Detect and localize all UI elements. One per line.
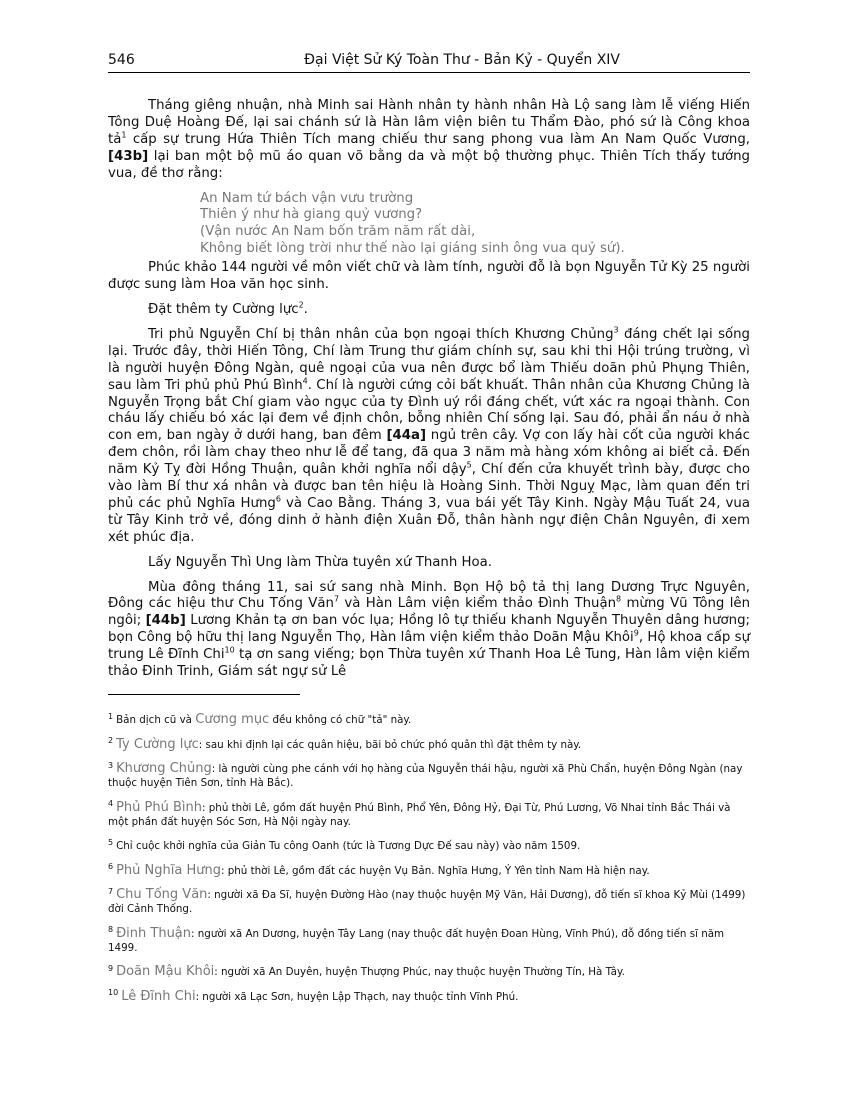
- footnote-text: Chỉ cuộc khởi nghĩa của Giản Tu công Oanh (tức là Tương Dực Đế sau này) vào năm 1509.: [116, 840, 581, 852]
- running-title: Đại Việt Sử Ký Toàn Thư - Bản Kỷ - Quyển XIV: [304, 52, 620, 68]
- footnote-term: Doãn Mậu Khôi: [116, 964, 215, 979]
- footnote-ref-5[interactable]: 5: [466, 460, 472, 470]
- paragraph-3: [108, 302, 750, 319]
- footnote-number: 3: [108, 760, 114, 770]
- footnote-text: : người xã Đa Sĩ, huyện Đường Hào (nay thuộc huyện Mỹ Văn, Hải Dương), đỗ tiến sĩ khoa Kỷ Mùi (1499) đời Cảnh Thống.: [108, 889, 746, 915]
- footnote-text: : người xã An Duyên, huyện Thượng Phúc, nay thuộc huyện Thường Tín, Hà Tây.: [214, 966, 625, 978]
- folio-marker: [44b]: [145, 613, 186, 629]
- footnote-ref-3[interactable]: 3: [613, 325, 619, 335]
- text-run: mừng Vũ Tông lên ngôi;: [108, 596, 751, 629]
- text-run: đáng chết lại sống lại. Trước đây, thời Hiến Tông, Chí làm Trung thư giám chính sự, sau khi thi Hội trúng trường, vì là người huyện Đông Ngàn, quê ngoại của vua nên được bổ làm Thiếu doãn phủ Phụng Thiên, sau làm Tri phủ phủ Phú Bình: [108, 326, 751, 393]
- text-run: . Chí là người cứng cỏi bất khuất. Thân nhân của Khương Chủng là Nguyễn Trọng bắt Chí giam vào ngục của ty Đình uý rồi đáng chết, vứt xác ra ngoại thành. Con cháu lấy chiếu bó xác lại đem về định chôn, bỗng nhiên Chí sống lại. Sau đó, phải ẩn náu ở nhà con em, ban ngày ở dưới hang, ban đêm: [108, 377, 751, 444]
- page-number: 546: [108, 52, 135, 68]
- footnote-2: [108, 738, 750, 752]
- footnote-separator: [108, 694, 300, 695]
- poem-line-2: Thiên ý như hà giang quỷ vương?: [200, 207, 423, 223]
- footnote-term: Lê Đĩnh Chi: [121, 988, 196, 1004]
- paragraph-4: [108, 327, 750, 547]
- footnote-number: 4: [108, 799, 114, 809]
- footnote-ref-8[interactable]: 8: [616, 595, 622, 605]
- footnote-ref-6[interactable]: 6: [275, 494, 281, 504]
- footnote-text: : phủ thời Lê, gồm đất huyện Phú Bình, Phổ Yên, Đông Hỷ, Đại Từ, Phú Lương, Võ Nhai tỉnh Bắc Thái và một phần đất huyện Sóc Sơn, Hà Nội ngày nay.: [108, 801, 731, 828]
- footnote-text: Bản dịch cũ và: [116, 714, 196, 726]
- text-run: tạ ơn sang viếng; bọn Thừa tuyên xứ Thanh Hoa Lê Tung, Hàn lâm viện kiểm thảo Đinh Trinh, Giám sát ngự sử Lê: [108, 647, 750, 680]
- paragraph-2: Phúc khảo 144 người về môn viết chữ và làm tính, người đỗ là bọn Nguyễn Tử Kỳ 25 người được sung làm Hoa văn học sinh.: [108, 260, 750, 293]
- footnote-number: 1: [108, 711, 114, 721]
- text-run: và Cao Bằng. Tháng 3, vua bái yết Tây Kinh. Ngày Mậu Tuất 24, vua từ Tây Kinh trở về, đóng dinh ở hành điện Xuân Đỗ, thân hành ngự điện Chân Nguyên, đi xem xét phúc địa.: [108, 495, 750, 545]
- footnote-ref-1[interactable]: 1: [121, 130, 127, 140]
- footnote-10: [108, 990, 750, 1004]
- footnote-4: [108, 801, 750, 829]
- footnote-term: Phủ Phú Bình: [116, 799, 203, 815]
- footnote-text: : người xã Lạc Sơn, huyện Lập Thạch, nay thuộc tỉnh Vĩnh Phú.: [195, 990, 519, 1003]
- text-run: ngủ trên cây. Vợ con lấy hài cốt của người khác đem chôn, rồi làm chay theo như lễ để tang, đã qua 3 năm mà hàng xóm không ai biết cả. Đến năm Kỷ Tỵ đời Hồng Thuận, quân khởi nghĩa nổi dậy: [108, 428, 750, 478]
- footnote-number: 9: [108, 963, 114, 973]
- text-run: cấp sự trung Hứa Thiên Tích mang chiếu thư sang phong vua làm An Nam Quốc Vương,: [126, 131, 750, 147]
- footnotes: [108, 713, 750, 1014]
- footnote-number: 7: [108, 886, 114, 896]
- text-run: Mùa đông tháng 11, sai sứ sang nhà Minh. Bọn Hộ bộ tả thị lang Dương Trực Nguyên, Đông các hiệu thư Chu Tống Văn: [108, 579, 750, 612]
- footnote-7: [108, 888, 750, 916]
- text-run: Tháng giêng nhuận, nhà Minh sai Hành nhân ty hành nhân Hà Lộ sang làm lễ viếng Hiến Tông Duệ Hoàng Đế, lại sai chánh sứ là Hàn lâm viện biên tu Thẩm Đào, phó sứ là Công khoa tả: [108, 98, 750, 147]
- footnote-ref-9[interactable]: 9: [633, 628, 639, 638]
- text-run: Tri phủ Nguyễn Chí bị thân nhân của bọn ngoại thích Khương Chủng: [148, 326, 614, 342]
- footnote-term: Ty Cường lực: [116, 736, 199, 752]
- text-run: , Hộ khoa cấp sự trung Lê Đĩnh Chi: [108, 630, 750, 663]
- paragraph-1: [108, 98, 750, 183]
- footnote-term: Phủ Nghĩa Hưng: [116, 862, 221, 878]
- footnote-text: : là người cùng phe cánh với họ hàng của Nguyễn thái hậu, người xã Phù Chẩn, huyện Đông Ngàn (nay thuộc huyện Tiên Sơn, tỉnh Hà Bắc).: [108, 763, 743, 789]
- folio-marker: [44a]: [386, 428, 427, 444]
- text-run: Lương Khản tạ ơn ban vóc lụa; Hồng lô tự thiếu khanh Nguyễn Thuyên dâng hương; bọn Công bộ hữu thị lang Nguyễn Thọ, Hàn lâm viện kiểm thảo Doãn Mậu Khôi: [108, 613, 751, 646]
- text-run: lại ban một bộ mũ áo quan võ bằng da và một bộ thường phục. Thiên Tích thấy tướng vua, đề thơ rằng:: [108, 148, 750, 181]
- footnote-number: 5: [108, 837, 114, 847]
- footnote-ref-10[interactable]: 10: [224, 645, 235, 655]
- footnote-number: 2: [108, 736, 114, 746]
- footnote-ref-7[interactable]: 7: [333, 595, 340, 605]
- body-text: [108, 98, 750, 681]
- text-run: Đặt thêm ty Cường lực: [148, 301, 299, 317]
- poem-line-4: Không biết lòng trời như thế nào lại giáng sinh ông vua quỷ sứ).: [200, 241, 625, 257]
- footnote-number: 8: [108, 925, 114, 935]
- folio-marker: [43b]: [108, 148, 149, 164]
- paragraph-6: [108, 580, 750, 681]
- footnote-term: Khương Chủng: [116, 761, 212, 776]
- footnote-9: [108, 965, 750, 979]
- footnote-term: Đinh Thuận: [116, 925, 192, 941]
- footnote-text: : phủ thời Lê, gồm đất các huyện Vụ Bản. Nghĩa Hưng, Ý Yên tỉnh Nam Hà hiện nay.: [220, 864, 650, 877]
- footnote-term: Chu Tống Văn: [116, 887, 208, 902]
- footnote-6: [108, 864, 750, 878]
- footnote-number: 10: [108, 988, 119, 998]
- page-header: [108, 50, 750, 73]
- footnote-text: : người xã An Dương, huyện Tây Lang (nay thuộc đất huyện Đoan Hùng, Vĩnh Phú), đỗ đồng tiến sĩ năm 1499.: [108, 927, 725, 954]
- poem-line-3: (Vận nước An Nam bốn trăm năm rất dài,: [200, 224, 476, 240]
- paragraph-5: Lấy Nguyễn Thì Ung làm Thừa tuyên xứ Thanh Hoa.: [148, 554, 492, 570]
- footnote-1: [108, 713, 750, 727]
- footnote-text: : sau khi định lại các quân hiệu, bãi bỏ chức phó quân thì đặt thêm ty này.: [198, 738, 582, 751]
- text-run: .: [303, 301, 308, 317]
- footnote-ref-4[interactable]: 4: [302, 376, 308, 386]
- text-run: và Hàn Lâm viện kiểm thảo Đình Thuận: [339, 596, 617, 612]
- footnote-term: Cương mục: [195, 712, 270, 727]
- poem-block: [200, 191, 750, 259]
- footnote-5: [108, 839, 750, 853]
- footnote-ref-2[interactable]: 2: [298, 300, 304, 310]
- footnote-3: [108, 762, 750, 790]
- footnote-text: đều không có chữ "tả" này.: [269, 714, 412, 726]
- footnote-number: 6: [108, 862, 114, 872]
- text-run: , Chí đến cửa khuyết trình bày, được cho vào làm Bí thư xá nhân và được ban tên hiệu là Hoàng Sinh. Thời Nguỵ Mạc, làm quan đến tri phủ các phủ Nghĩa Hưng: [108, 462, 750, 511]
- poem-line-1: An Nam tứ bách vận vưu trường: [200, 190, 414, 206]
- footnote-8: [108, 927, 750, 955]
